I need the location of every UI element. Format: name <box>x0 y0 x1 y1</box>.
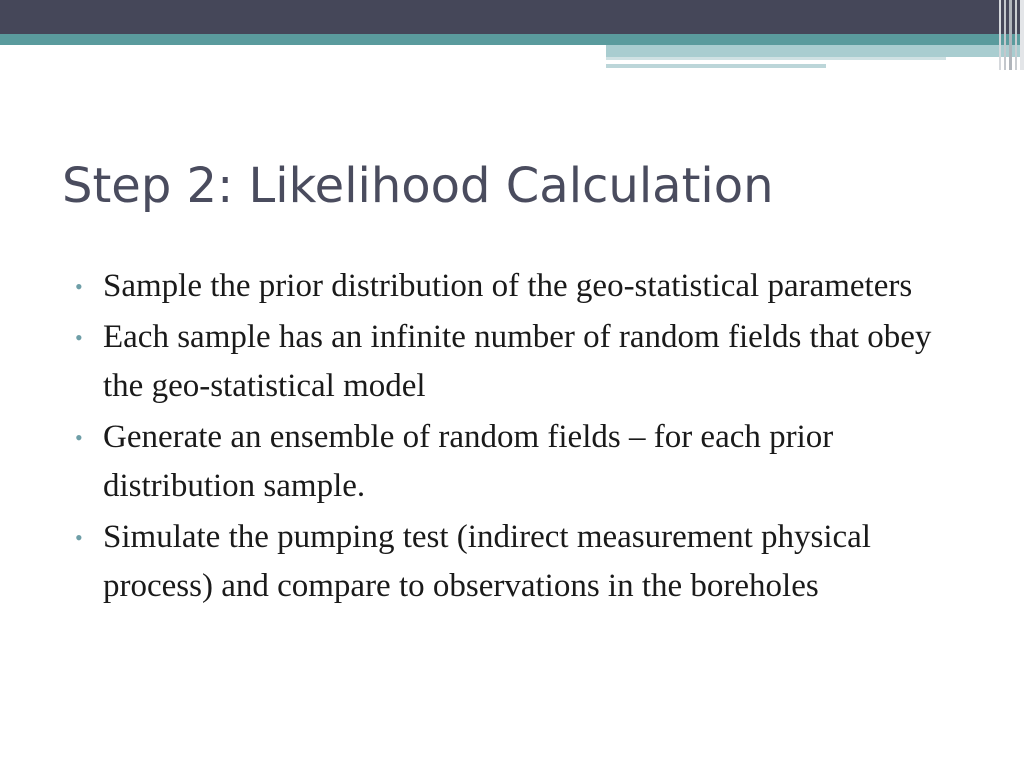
header-stripes <box>990 0 1024 70</box>
header-accent-line <box>606 64 826 68</box>
bullet-item <box>75 513 955 611</box>
bullet-icon: • <box>75 525 83 550</box>
header-band-light <box>606 45 1024 57</box>
bullet-text: Generate an ensemble of random fields – for each prior distribution sample. <box>103 419 834 504</box>
bullet-text: Sample the prior distribution of the geo-statistical parameters <box>103 268 913 304</box>
header-band-teal <box>0 34 1024 45</box>
header-band-dark <box>0 0 1024 34</box>
bullet-icon: • <box>75 425 83 450</box>
bullet-text: Each sample has an infinite number of random fields that obey the geo-statistical model <box>103 319 932 404</box>
bullet-item <box>75 413 955 511</box>
bullet-item <box>75 262 955 311</box>
slide-title: Step 2: Likelihood Calculation <box>62 158 774 214</box>
header-accent-line <box>606 57 946 60</box>
bullet-icon: • <box>75 325 83 350</box>
bullet-item <box>75 313 955 411</box>
bullet-text: Simulate the pumping test (indirect measurement physical process) and compare to observations in the boreholes <box>103 519 871 604</box>
bullet-list <box>75 262 955 613</box>
bullet-icon: • <box>75 274 83 299</box>
